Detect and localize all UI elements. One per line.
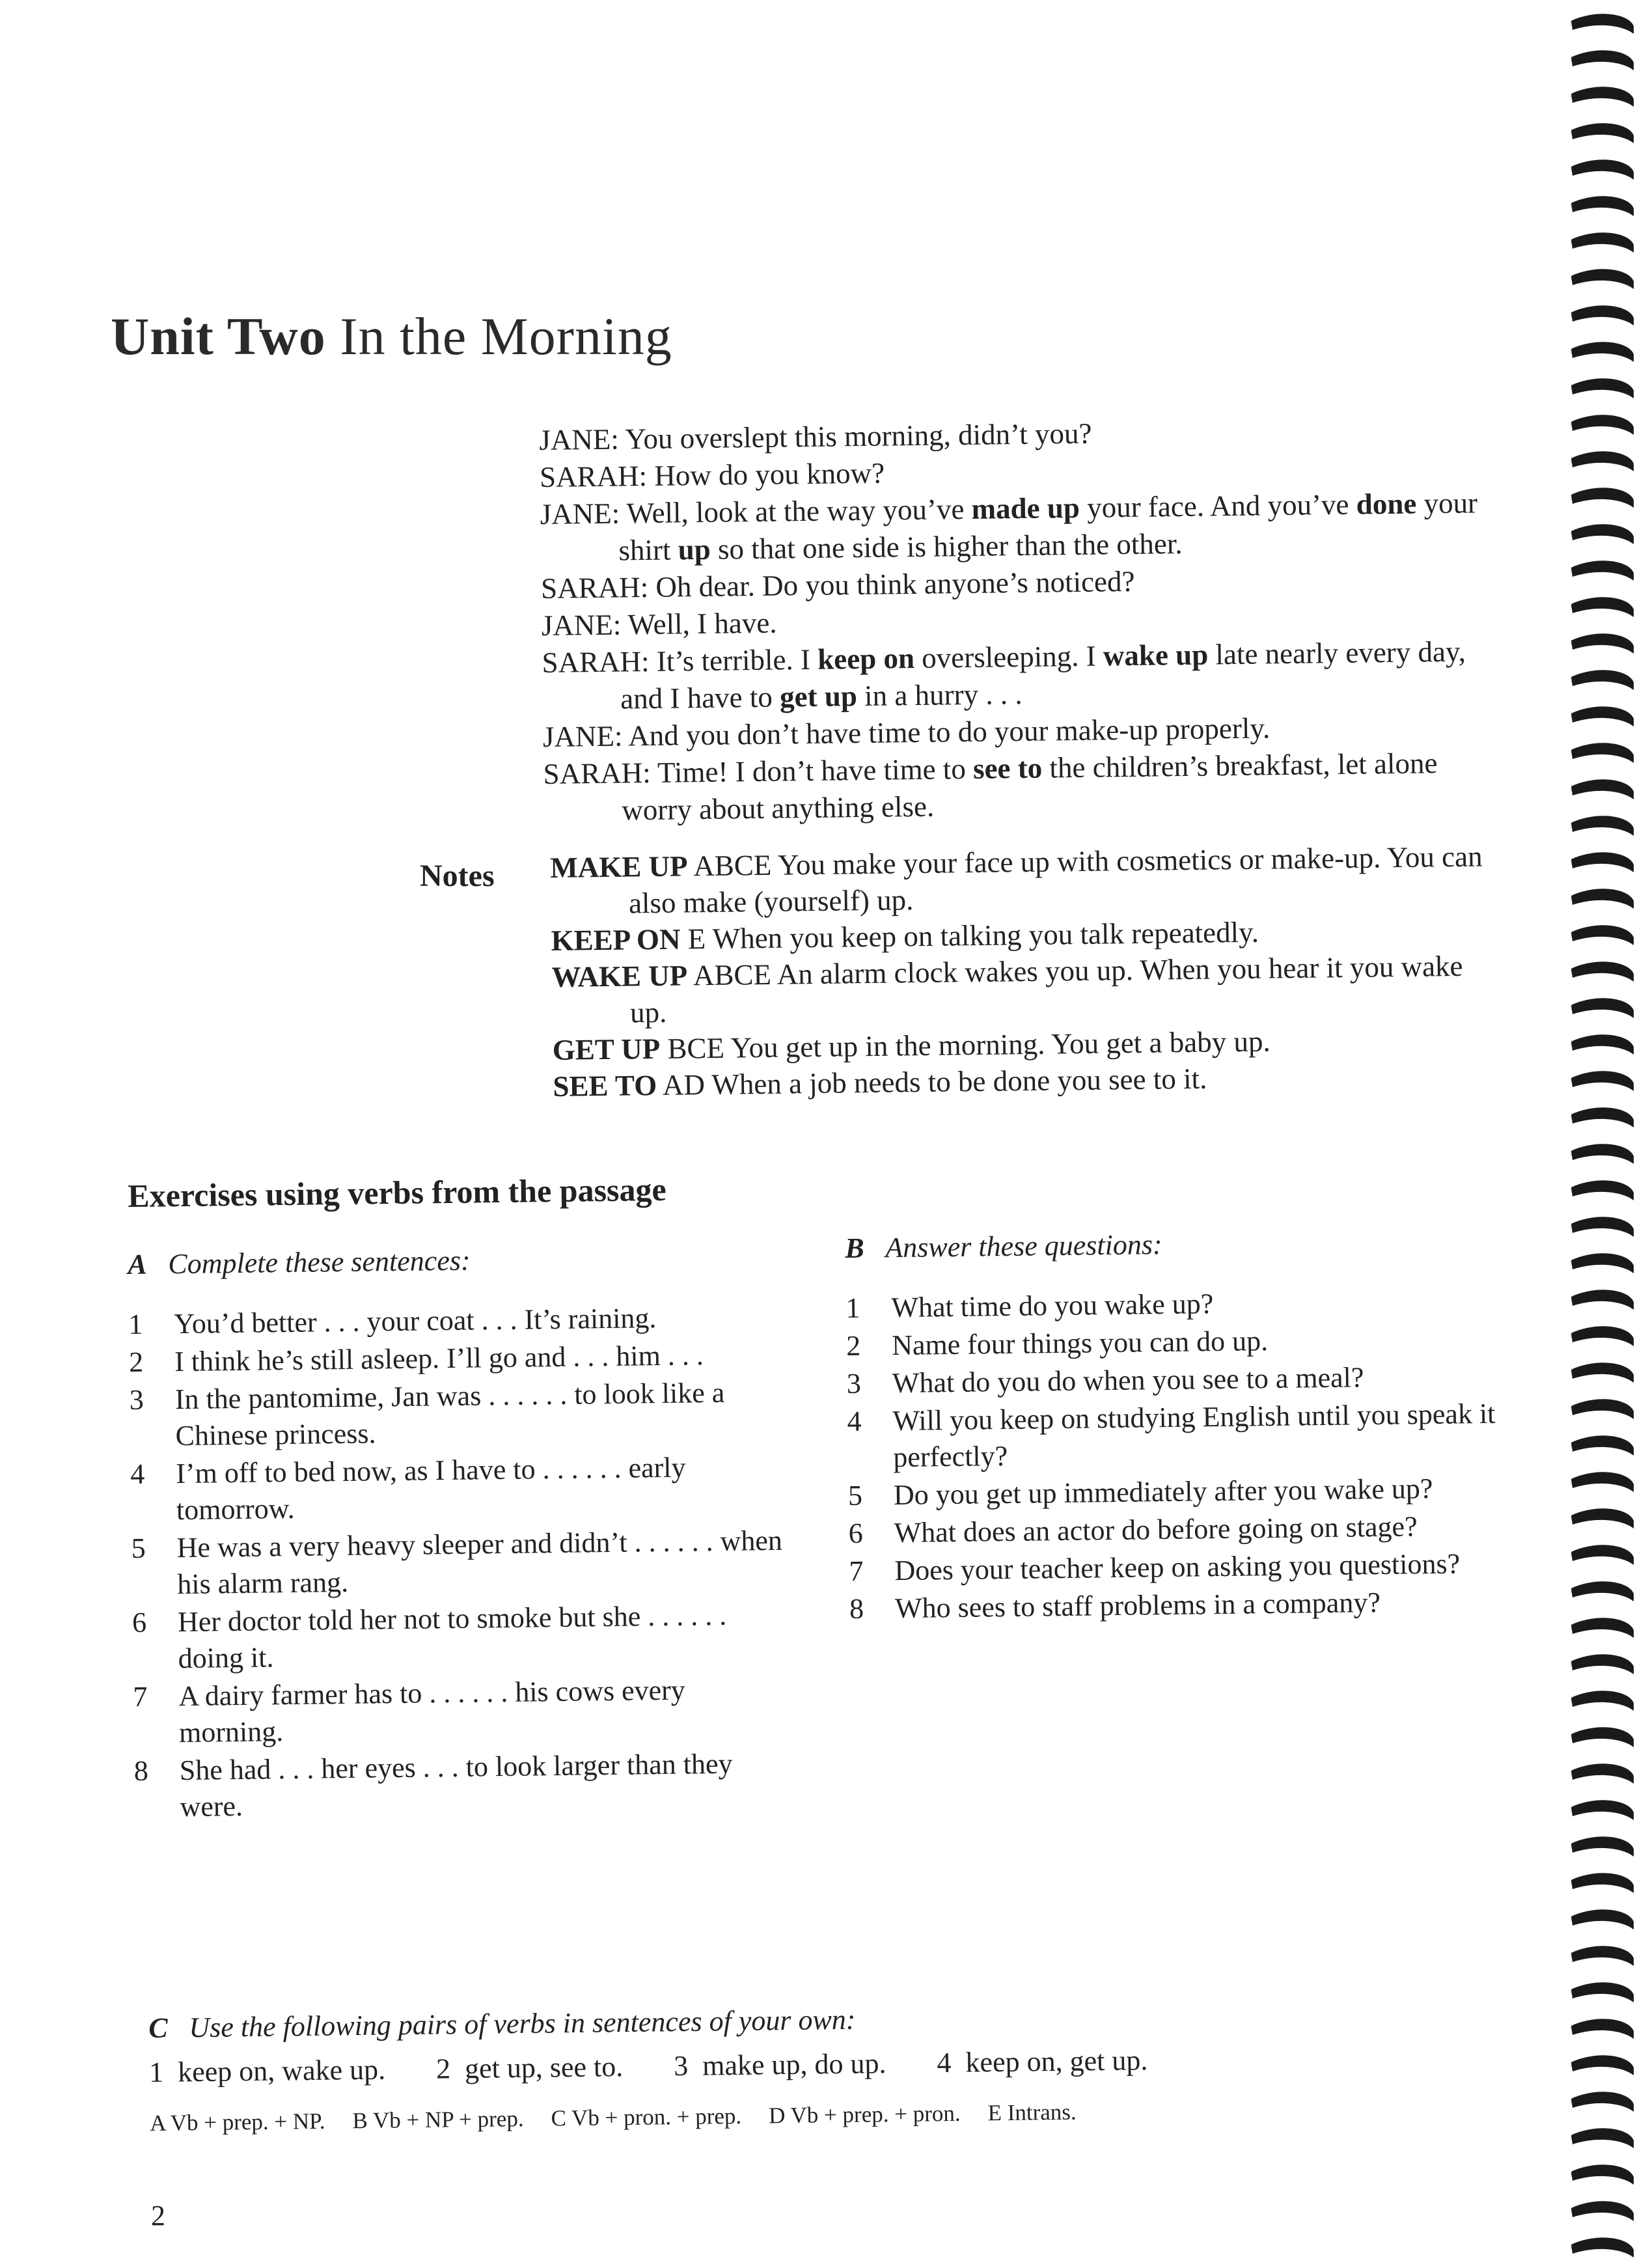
notes-heading: Notes [420, 859, 495, 893]
binding-coil [1571, 1362, 1634, 1383]
exercise-b [845, 1223, 1500, 1629]
dialogue-text: You overslept this morning, didn’t you? [618, 417, 1092, 456]
exercise-c-letter: C [148, 2012, 169, 2044]
phrasal-verb: done [1356, 487, 1417, 521]
dialogue-text: Oh dear. Do you think anyone’s noticed? [648, 564, 1135, 603]
binding-coil [1571, 2128, 1634, 2148]
list-item [847, 1358, 1498, 1402]
binding-coil [1571, 1982, 1634, 2002]
binding-coil [1571, 889, 1634, 909]
binding-coil [1571, 1545, 1634, 1565]
binding-coil [1571, 998, 1634, 1018]
speaker-name: JANE: [542, 719, 623, 753]
list-item [848, 1470, 1500, 1514]
binding-coil [1571, 1435, 1634, 1456]
page-title [111, 306, 672, 367]
binding-coil [1571, 1946, 1634, 1966]
legend-entry: C Vb + pron. + prep. [551, 2103, 742, 2131]
item-text: In the pantomime, Jan was . . . . . . to look like a Chinese princess. [174, 1376, 725, 1452]
exercise-c [148, 1992, 1490, 2093]
binding-coil [1571, 1654, 1634, 1674]
binding-coil [1571, 2237, 1634, 2258]
pair-text: keep on, wake up. [177, 2053, 386, 2088]
binding-coil [1571, 1618, 1634, 1638]
phrasal-verb: up [678, 532, 711, 566]
title-unit: Unit Two [111, 307, 326, 366]
exercise-a-instruction: Complete these sentences: [168, 1244, 471, 1280]
note-entry [550, 838, 1494, 922]
item-text: You’d better . . . your coat . . . It’s raining. [174, 1302, 657, 1340]
list-item [131, 1523, 789, 1603]
binding-coil [1571, 1217, 1634, 1237]
exercise-a [128, 1239, 792, 1827]
list-item [129, 1336, 787, 1381]
item-number: 4 [130, 1458, 145, 1490]
dialogue-text: Well, look at the way you’ve [619, 492, 972, 530]
item-number: 6 [131, 1606, 147, 1639]
item-text: A dairy farmer has to . . . . . . his cows every morning. [178, 1674, 686, 1749]
binding-coil [1571, 670, 1634, 690]
list-item [128, 1299, 786, 1343]
dialogue-text: Well, I have. [621, 606, 777, 641]
note-definition: BCE You get up in the morning. You get a baby up. [659, 1025, 1271, 1065]
item-text: Will you keep on studying English until you speak it perfectly? [892, 1397, 1496, 1474]
binding-coil [1571, 1399, 1634, 1419]
binding-coil [1571, 1034, 1634, 1055]
binding-coil [1571, 1253, 1634, 1273]
list-item [134, 1745, 792, 1826]
exercise-b-heading [845, 1223, 1496, 1267]
item-text: What do you do when you see to a meal? [892, 1361, 1364, 1400]
speaker-name: SARAH: [539, 459, 648, 493]
binding-coil [1571, 123, 1634, 143]
dialogue-line [543, 744, 1494, 830]
spiral-binding [1557, 0, 1635, 2268]
binding-coil [1571, 415, 1634, 435]
binding-coil [1571, 87, 1634, 107]
item-number: 4 [847, 1405, 862, 1437]
binding-coil [1571, 1763, 1634, 1784]
binding-coil [1571, 1691, 1634, 1711]
note-term: GET UP [552, 1032, 661, 1066]
pair-text: keep on, get up. [965, 2044, 1148, 2079]
pair-number: 4 [937, 2046, 952, 2079]
dialogue-text: Time! I don’t have time to [650, 752, 974, 789]
note-term: KEEP ON [551, 922, 681, 957]
item-number: 8 [849, 1592, 864, 1625]
binding-coil [1571, 633, 1634, 654]
binding-coil [1571, 560, 1634, 581]
binding-coil [1571, 1472, 1634, 1492]
item-number: 3 [129, 1383, 144, 1416]
dialogue-text: late nearly every day, and I have to [620, 635, 1466, 715]
phrasal-verb: get up [779, 680, 858, 713]
item-text: Do you get up immediately after you wake up? [893, 1472, 1433, 1512]
binding-coil [1571, 779, 1634, 799]
binding-coil [1571, 1290, 1634, 1310]
binding-coil [1571, 159, 1634, 180]
verb-pair [436, 2047, 624, 2090]
binding-coil [1571, 1727, 1634, 1747]
item-number: 5 [131, 1532, 146, 1564]
binding-coil [1571, 2164, 1634, 2185]
note-term: SEE TO [553, 1069, 657, 1103]
grammar-legend [150, 2099, 1104, 2137]
phrasal-verb: see to [972, 751, 1043, 785]
binding-coil [1571, 1836, 1634, 1857]
binding-coil [1571, 743, 1634, 763]
dialogue-text: And you don’t have time to do your make-up properly. [622, 712, 1271, 753]
dialogue-text: the children’s breakfast, let alone worry about anything else. [621, 747, 1438, 827]
item-number: 3 [846, 1367, 862, 1400]
binding-coil [1571, 2201, 1634, 2221]
item-number: 6 [848, 1517, 863, 1549]
item-text: Name four things you can do up. [891, 1325, 1269, 1362]
binding-coil [1571, 925, 1634, 945]
dialogue-text: It’s terrible. I [649, 643, 818, 678]
binding-coil [1571, 1180, 1634, 1200]
dialogue-line [540, 484, 1491, 570]
item-number: 1 [845, 1292, 860, 1324]
exercise-a-list [128, 1299, 792, 1826]
speaker-name: SARAH: [542, 644, 650, 679]
list-item [845, 1282, 1497, 1327]
speaker-name: JANE: [541, 608, 622, 642]
binding-coil [1571, 961, 1634, 982]
exercises-heading: Exercises using verbs from the passage [128, 1170, 666, 1214]
speaker-name: SARAH: [543, 756, 651, 790]
dialogue-text: How do you know? [646, 456, 885, 492]
item-text: What time do you wake up? [891, 1288, 1214, 1324]
list-item [846, 1320, 1498, 1364]
item-number: 8 [133, 1754, 149, 1787]
binding-coil [1571, 1873, 1634, 1893]
binding-coil [1571, 1107, 1634, 1127]
exercise-b-letter: B [845, 1232, 864, 1264]
verb-pair [937, 2040, 1148, 2083]
binding-coil [1571, 488, 1634, 508]
binding-coil [1571, 1581, 1634, 1601]
item-number: 2 [128, 1346, 144, 1378]
binding-coil [1571, 852, 1634, 872]
item-number: 2 [845, 1329, 861, 1362]
list-item [130, 1374, 788, 1455]
dialogue-text: in a hurry . . . [857, 677, 1023, 713]
binding-coil [1571, 2019, 1634, 2039]
binding-coil [1571, 342, 1634, 362]
binding-coil [1571, 706, 1634, 726]
item-text: I think he’s still asleep. I’ll go and . . . him . . . [174, 1339, 704, 1378]
legend-entry: D Vb + prep. + pron. [768, 2100, 961, 2129]
verb-pair [674, 2043, 886, 2086]
list-item [133, 1671, 791, 1752]
note-term: WAKE UP [551, 959, 688, 993]
list-item [848, 1508, 1500, 1552]
exercise-c-instruction: Use the following pairs of verbs in sentences of your own: [189, 2003, 856, 2044]
list-item [849, 1545, 1500, 1590]
note-definition: ABCE You make your face up with cosmetics or make-up. You can also make (yourself) up. [628, 840, 1483, 920]
list-item [130, 1448, 788, 1529]
binding-coil [1571, 1326, 1634, 1346]
item-number: 5 [847, 1479, 863, 1512]
binding-coil [1571, 269, 1634, 289]
binding-coil [1571, 2092, 1634, 2112]
legend-entry: E Intrans. [987, 2099, 1077, 2126]
exercise-b-instruction: Answer these questions: [885, 1228, 1162, 1264]
note-definition: AD When a job needs to be done you see to it. [656, 1062, 1207, 1102]
note-definition: ABCE An alarm clock wakes you up. When you hear it you wake up. [629, 949, 1463, 1029]
dialogue-line [542, 633, 1492, 719]
item-text: What does an actor do before going on stage? [894, 1510, 1418, 1549]
binding-coil [1571, 1508, 1634, 1528]
pair-number: 3 [673, 2049, 689, 2082]
item-text: Her doctor told her not to smoke but she . . . . . . doing it. [177, 1599, 727, 1675]
pair-text: get up, see to. [464, 2051, 624, 2085]
exercise-b-list [845, 1282, 1500, 1627]
binding-coil [1571, 2055, 1634, 2075]
binding-coil [1571, 1071, 1634, 1091]
item-text: She had . . . her eyes . . . to look larger than they were. [179, 1747, 733, 1823]
list-item [132, 1597, 790, 1678]
speaker-name: JANE: [540, 497, 620, 531]
phrasal-verb: keep on [817, 641, 915, 676]
dialogue [539, 410, 1494, 830]
binding-coil [1571, 14, 1634, 34]
verb-pair [149, 2050, 386, 2093]
phrasal-verb: wake up [1103, 638, 1209, 672]
list-item [849, 1583, 1501, 1627]
item-text: Who sees to staff problems in a company? [894, 1586, 1381, 1625]
pair-number: 1 [148, 2056, 164, 2088]
page-number: 2 [151, 2200, 165, 2232]
dialogue-text: your shirt [618, 486, 1478, 567]
phrasal-verb: made up [971, 491, 1080, 525]
binding-coil [1571, 196, 1634, 216]
note-term: MAKE UP [550, 850, 688, 884]
binding-coil [1571, 524, 1634, 544]
item-number: 1 [128, 1308, 143, 1340]
binding-coil [1571, 1144, 1634, 1164]
dialogue-text: your face. And you’ve [1079, 488, 1357, 524]
item-number: 7 [133, 1680, 148, 1713]
title-topic: In the Morning [325, 307, 672, 366]
item-text: I’m off to bed now, as I have to . . . . . . early tomorrow. [175, 1451, 686, 1527]
speaker-name: SARAH: [540, 570, 649, 605]
legend-entry: B Vb + NP + prep. [352, 2105, 524, 2134]
binding-coil [1571, 451, 1634, 471]
item-text: Does your teacher keep on asking you questions? [894, 1547, 1461, 1587]
binding-coil [1571, 1800, 1634, 1820]
pair-number: 2 [435, 2053, 451, 2085]
item-number: 7 [849, 1555, 864, 1587]
legend-entry: A Vb + prep. + NP. [150, 2108, 325, 2136]
pair-text: make up, do up. [702, 2047, 886, 2082]
binding-coil [1571, 305, 1634, 325]
binding-coil [1571, 232, 1634, 253]
list-item [847, 1396, 1498, 1476]
item-text: He was a very heavy sleeper and didn’t . . . . . . when his alarm rang. [176, 1524, 783, 1601]
binding-coil [1571, 378, 1634, 398]
note-definition: E When you keep on talking you talk repeatedly. [680, 915, 1259, 956]
binding-coil [1571, 1909, 1634, 1929]
exercise-a-heading [128, 1239, 786, 1283]
dialogue-text: oversleeping. I [914, 639, 1104, 674]
binding-coil [1571, 816, 1634, 836]
exercise-a-letter: A [128, 1248, 147, 1280]
speaker-name: JANE: [539, 422, 620, 456]
binding-coil [1571, 597, 1634, 617]
note-entry [551, 947, 1496, 1032]
notes-list [550, 838, 1497, 1105]
binding-coil [1571, 50, 1634, 70]
dialogue-text: so that one side is higher than the other. [710, 527, 1183, 566]
